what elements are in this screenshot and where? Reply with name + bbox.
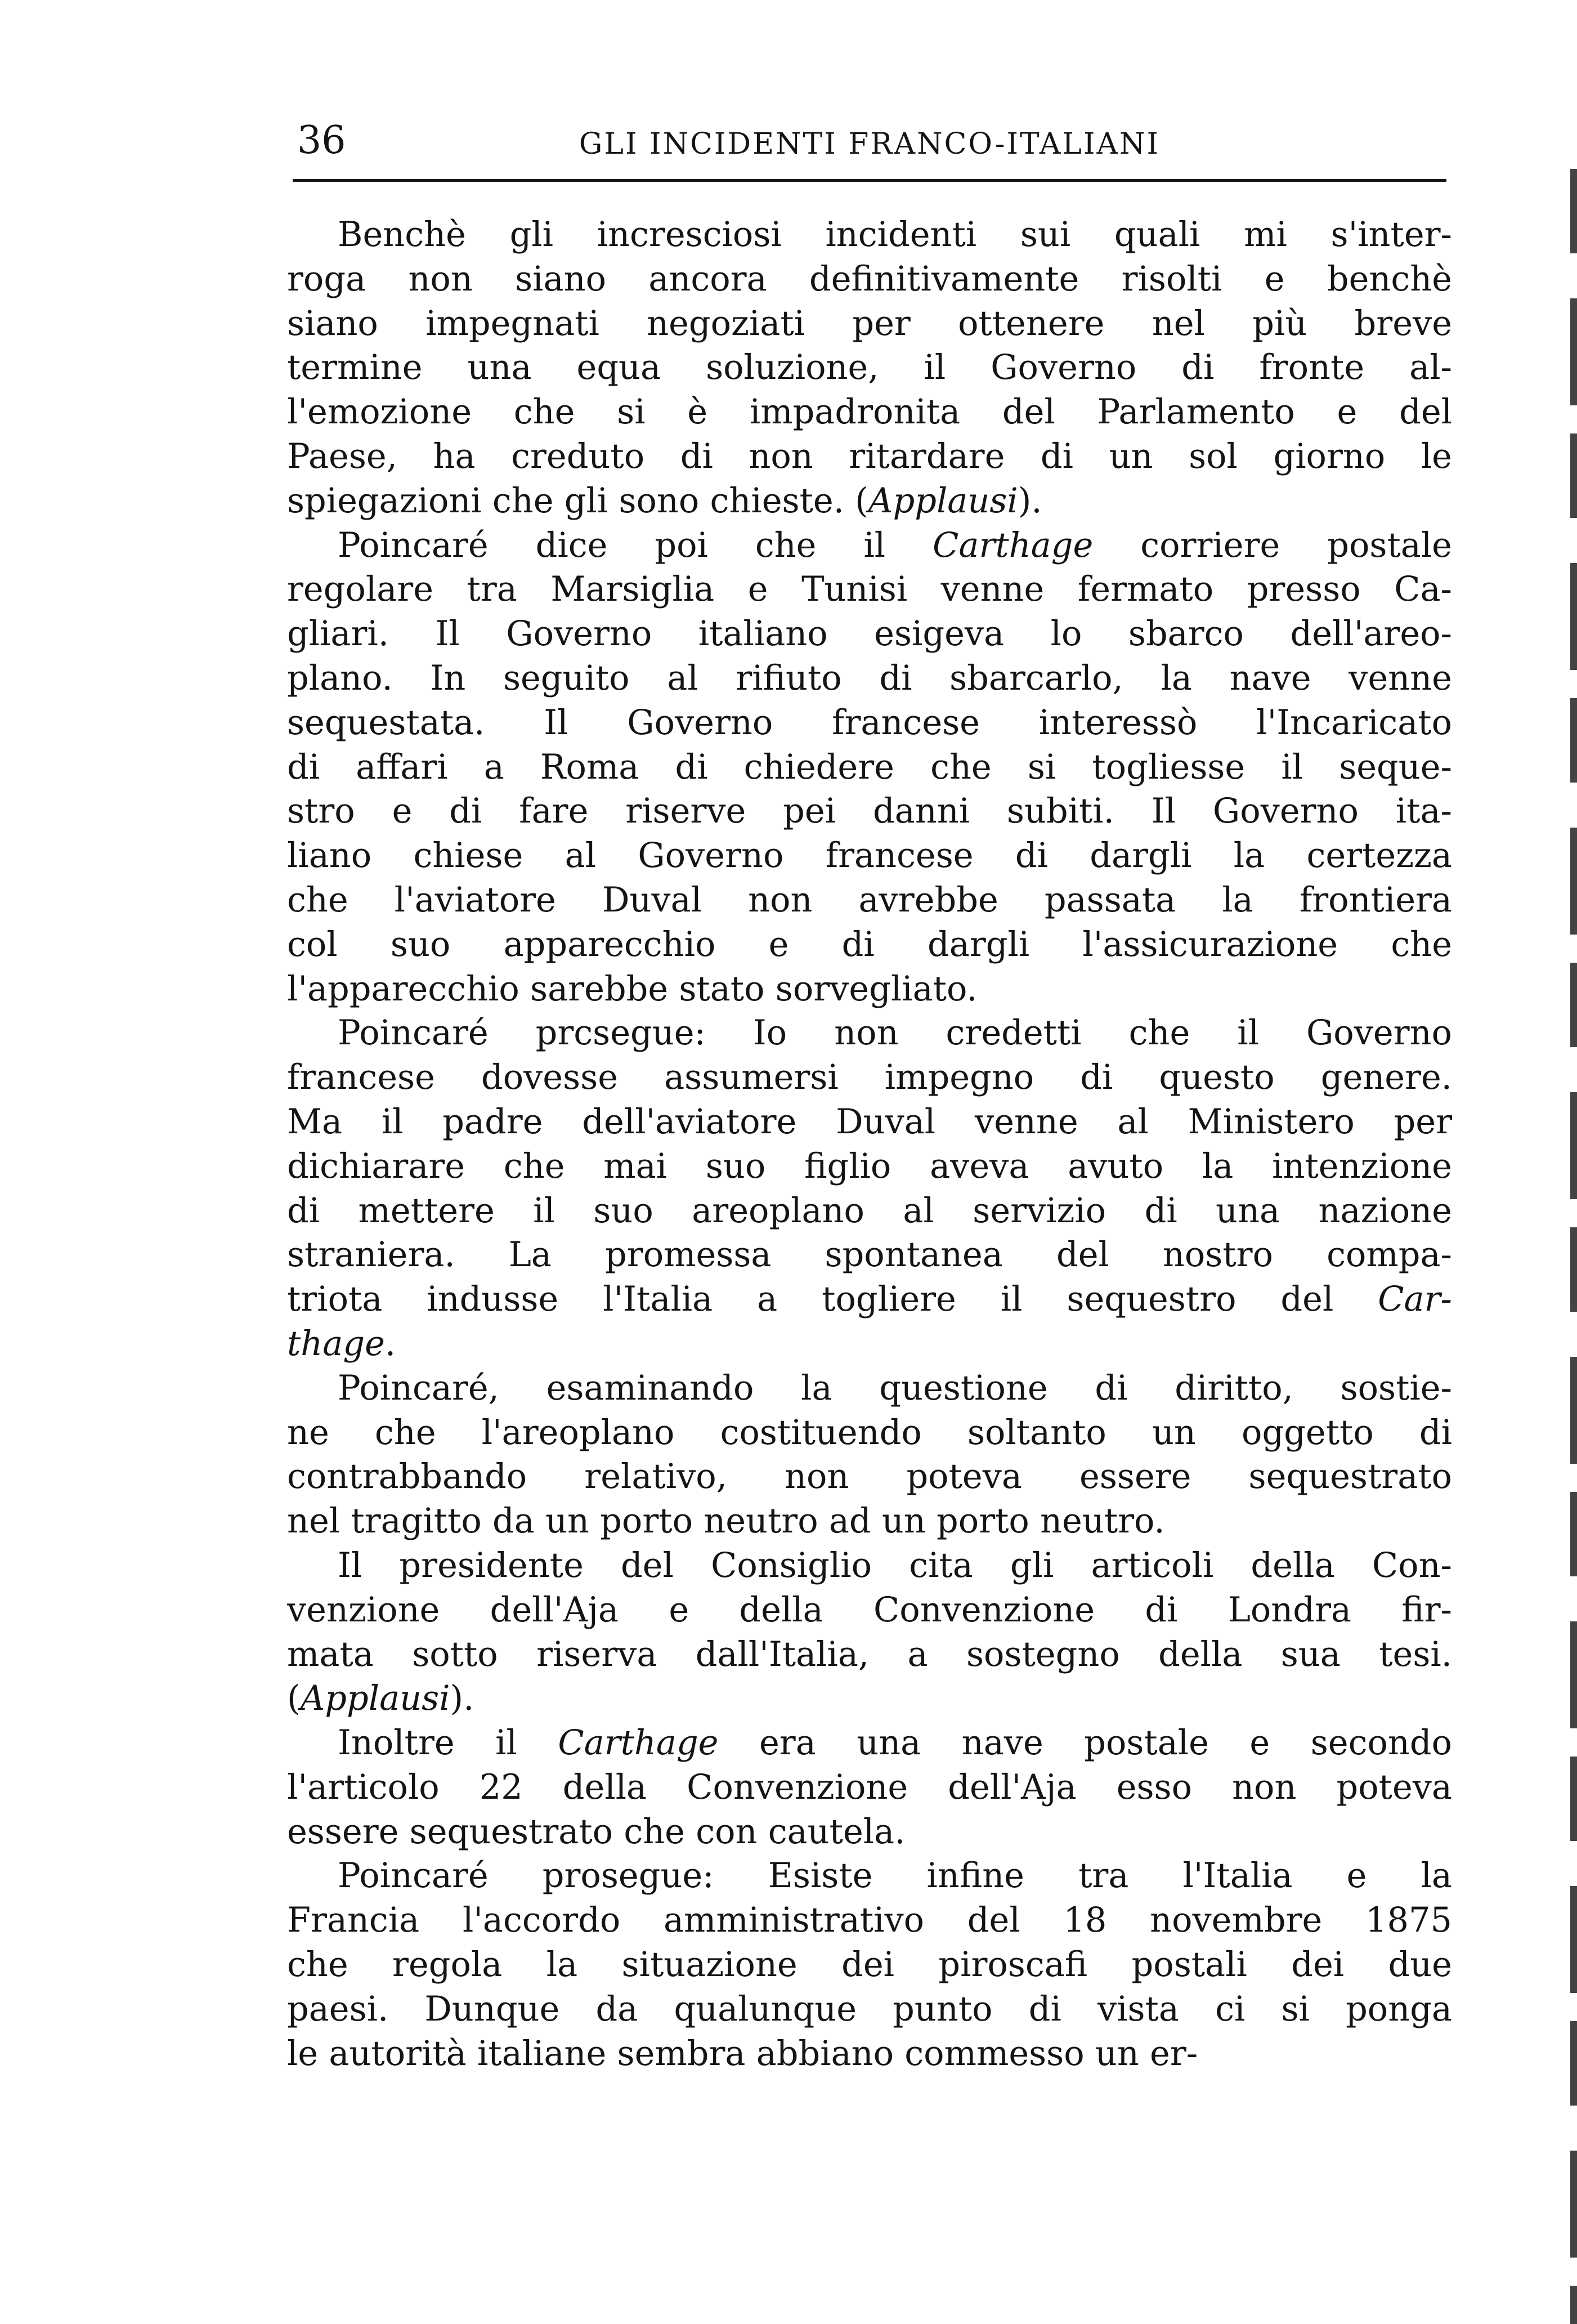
text-line xyxy=(287,1633,1452,1677)
body-text xyxy=(287,213,1452,2076)
text-line xyxy=(287,1499,1452,1544)
paragraph xyxy=(287,1011,1452,1366)
text-run: ). xyxy=(1018,481,1042,521)
text-run: l'emozione che si è impadronita del Parlamento e del xyxy=(287,392,1452,432)
text-line xyxy=(287,1455,1452,1499)
text-line xyxy=(287,656,1452,701)
text-line xyxy=(287,257,1452,302)
text-line xyxy=(287,346,1452,390)
text-line xyxy=(287,701,1452,745)
text-line xyxy=(287,1721,1452,1766)
text-line xyxy=(287,967,1452,1012)
text-line xyxy=(287,390,1452,435)
text-line xyxy=(287,1987,1452,2032)
text-line xyxy=(287,923,1452,967)
italic-text: Applausi xyxy=(300,1679,450,1719)
text-run: di mettere il suo areoplano al servizio di una nazione xyxy=(287,1191,1452,1231)
italic-text: thage xyxy=(287,1324,385,1364)
text-run: stro e di fare riserve pei danni subiti. Il Governo ita- xyxy=(287,792,1452,832)
text-run: era una nave postale e secondo xyxy=(718,1723,1452,1763)
text-run: dichiarare che mai suo figlio aveva avuto la intenzione xyxy=(287,1146,1452,1186)
text-run: ). xyxy=(450,1679,474,1719)
text-run: Poincaré prcsegue: Io non credetti che il Governo xyxy=(338,1013,1452,1053)
page-header xyxy=(293,115,1446,177)
text-line xyxy=(287,1854,1452,1898)
text-line xyxy=(287,878,1452,923)
text-line xyxy=(287,1056,1452,1100)
text-run: Poincaré prosegue: Esiste infine tra l'Italia e la xyxy=(338,1856,1452,1896)
paragraph xyxy=(287,524,1452,1012)
text-run: mata sotto riserva dall'Italia, a sostegno della sua tesi. xyxy=(287,1634,1452,1674)
text-line xyxy=(287,1943,1452,1987)
text-run: di affari a Roma di chiedere che si togliesse il seque- xyxy=(287,747,1452,787)
text-line xyxy=(287,745,1452,790)
page-edge-shadow xyxy=(1570,169,1577,2324)
text-run: corriere postale xyxy=(1093,525,1452,565)
italic-text: Carthage xyxy=(933,525,1094,565)
text-run: Il presidente del Consiglio cita gli articoli della Con- xyxy=(338,1545,1452,1585)
text-run: Poincaré dice poi che il xyxy=(338,525,933,565)
text-line xyxy=(287,789,1452,834)
running-title: GLI INCIDENTI FRANCO-ITALIANI xyxy=(579,127,1161,161)
italic-text: Carthage xyxy=(558,1723,719,1763)
text-run: plano. In seguito al rifiuto di sbarcarlo, la nave venne xyxy=(287,658,1452,698)
text-run: . xyxy=(384,1324,396,1364)
paragraph xyxy=(287,213,1452,524)
text-line xyxy=(287,1100,1452,1145)
text-run: Poincaré, esaminando la questione di diritto, sostie- xyxy=(338,1368,1452,1408)
text-run: regolare tra Marsiglia e Tunisi venne fermato presso Ca- xyxy=(287,570,1452,610)
text-line xyxy=(287,1233,1452,1277)
text-line xyxy=(287,1145,1452,1189)
text-line xyxy=(287,1189,1452,1233)
text-run: che regola la situazione dei piroscafi postali dei due xyxy=(287,1945,1452,1985)
text-line xyxy=(287,435,1452,479)
text-line xyxy=(287,612,1452,656)
text-line xyxy=(287,1810,1452,1854)
text-line xyxy=(287,302,1452,346)
text-run: le autorità italiane sembra abbiano commesso un er- xyxy=(287,2034,1198,2073)
text-run: spiegazioni che gli sono chieste. ( xyxy=(287,481,868,521)
paragraph xyxy=(287,1854,1452,2076)
italic-text: Car- xyxy=(1378,1280,1452,1320)
text-line xyxy=(287,1766,1452,1810)
paragraph xyxy=(287,1544,1452,1721)
text-line xyxy=(287,834,1452,878)
italic-text: Applausi xyxy=(868,481,1018,521)
text-run: siano impegnati negoziati per ottenere nel più breve xyxy=(287,303,1452,343)
text-run: triota indusse l'Italia a togliere il sequestro del xyxy=(287,1280,1378,1320)
text-line xyxy=(287,1011,1452,1056)
text-run: Paese, ha creduto di non ritardare di un sol giorno le xyxy=(287,436,1452,476)
text-run: liano chiese al Governo francese di dargli la certezza xyxy=(287,836,1452,876)
text-run: ( xyxy=(287,1679,301,1719)
page-number: 36 xyxy=(297,118,346,163)
text-run: straniera. La promessa spontanea del nostro compa- xyxy=(287,1235,1452,1275)
text-run: contrabbando relativo, non poteva essere sequestrato xyxy=(287,1457,1452,1497)
text-run: sequestata. Il Governo francese interessò l'Incaricato xyxy=(287,703,1452,743)
text-run: col suo apparecchio e di dargli l'assicurazione che xyxy=(287,924,1452,964)
text-line xyxy=(287,213,1452,257)
text-run: ne che l'areoplano costituendo soltanto un oggetto di xyxy=(287,1413,1452,1452)
text-line xyxy=(287,567,1452,612)
text-line xyxy=(287,1588,1452,1633)
text-run: francese dovesse assumersi impegno di questo genere. xyxy=(287,1058,1452,1098)
text-run: l'apparecchio sarebbe stato sorvegliato. xyxy=(287,969,978,1009)
text-run: Benchè gli incresciosi incidenti sui quali mi s'inter- xyxy=(338,215,1452,254)
header-rule xyxy=(293,179,1446,182)
text-run: l'articolo 22 della Convenzione dell'Aja esso non poteva xyxy=(287,1767,1452,1807)
text-run: Ma il padre dell'aviatore Duval venne al Ministero per xyxy=(287,1102,1452,1142)
text-run: gliari. Il Governo italiano esigeva lo sbarco dell'areo- xyxy=(287,614,1452,654)
text-run: venzione dell'Aja e della Convenzione di Londra fir- xyxy=(287,1590,1452,1630)
text-line xyxy=(287,1411,1452,1455)
text-run: termine una equa soluzione, il Governo di fronte al- xyxy=(287,348,1452,388)
text-line xyxy=(287,1544,1452,1588)
paragraph xyxy=(287,1366,1452,1544)
text-line xyxy=(287,1277,1452,1322)
text-run: Francia l'accordo amministrativo del 18 novembre 1875 xyxy=(287,1901,1452,1941)
text-line xyxy=(287,2032,1452,2076)
text-line xyxy=(287,1366,1452,1411)
text-run: essere sequestrato che con cautela. xyxy=(287,1812,906,1852)
text-run: Inoltre il xyxy=(338,1723,558,1763)
text-run: roga non siano ancora definitivamente risolti e benchè xyxy=(287,259,1452,299)
text-line xyxy=(287,1677,1452,1721)
text-line xyxy=(287,1322,1452,1366)
text-run: paesi. Dunque da qualunque punto di vista ci si ponga xyxy=(287,1989,1452,2029)
text-line xyxy=(287,479,1452,524)
paragraph xyxy=(287,1721,1452,1854)
text-run: che l'aviatore Duval non avrebbe passata la frontiera xyxy=(287,880,1452,920)
text-run: nel tragitto da un porto neutro ad un porto neutro. xyxy=(287,1501,1165,1541)
text-line xyxy=(287,1898,1452,1943)
text-line xyxy=(287,524,1452,568)
